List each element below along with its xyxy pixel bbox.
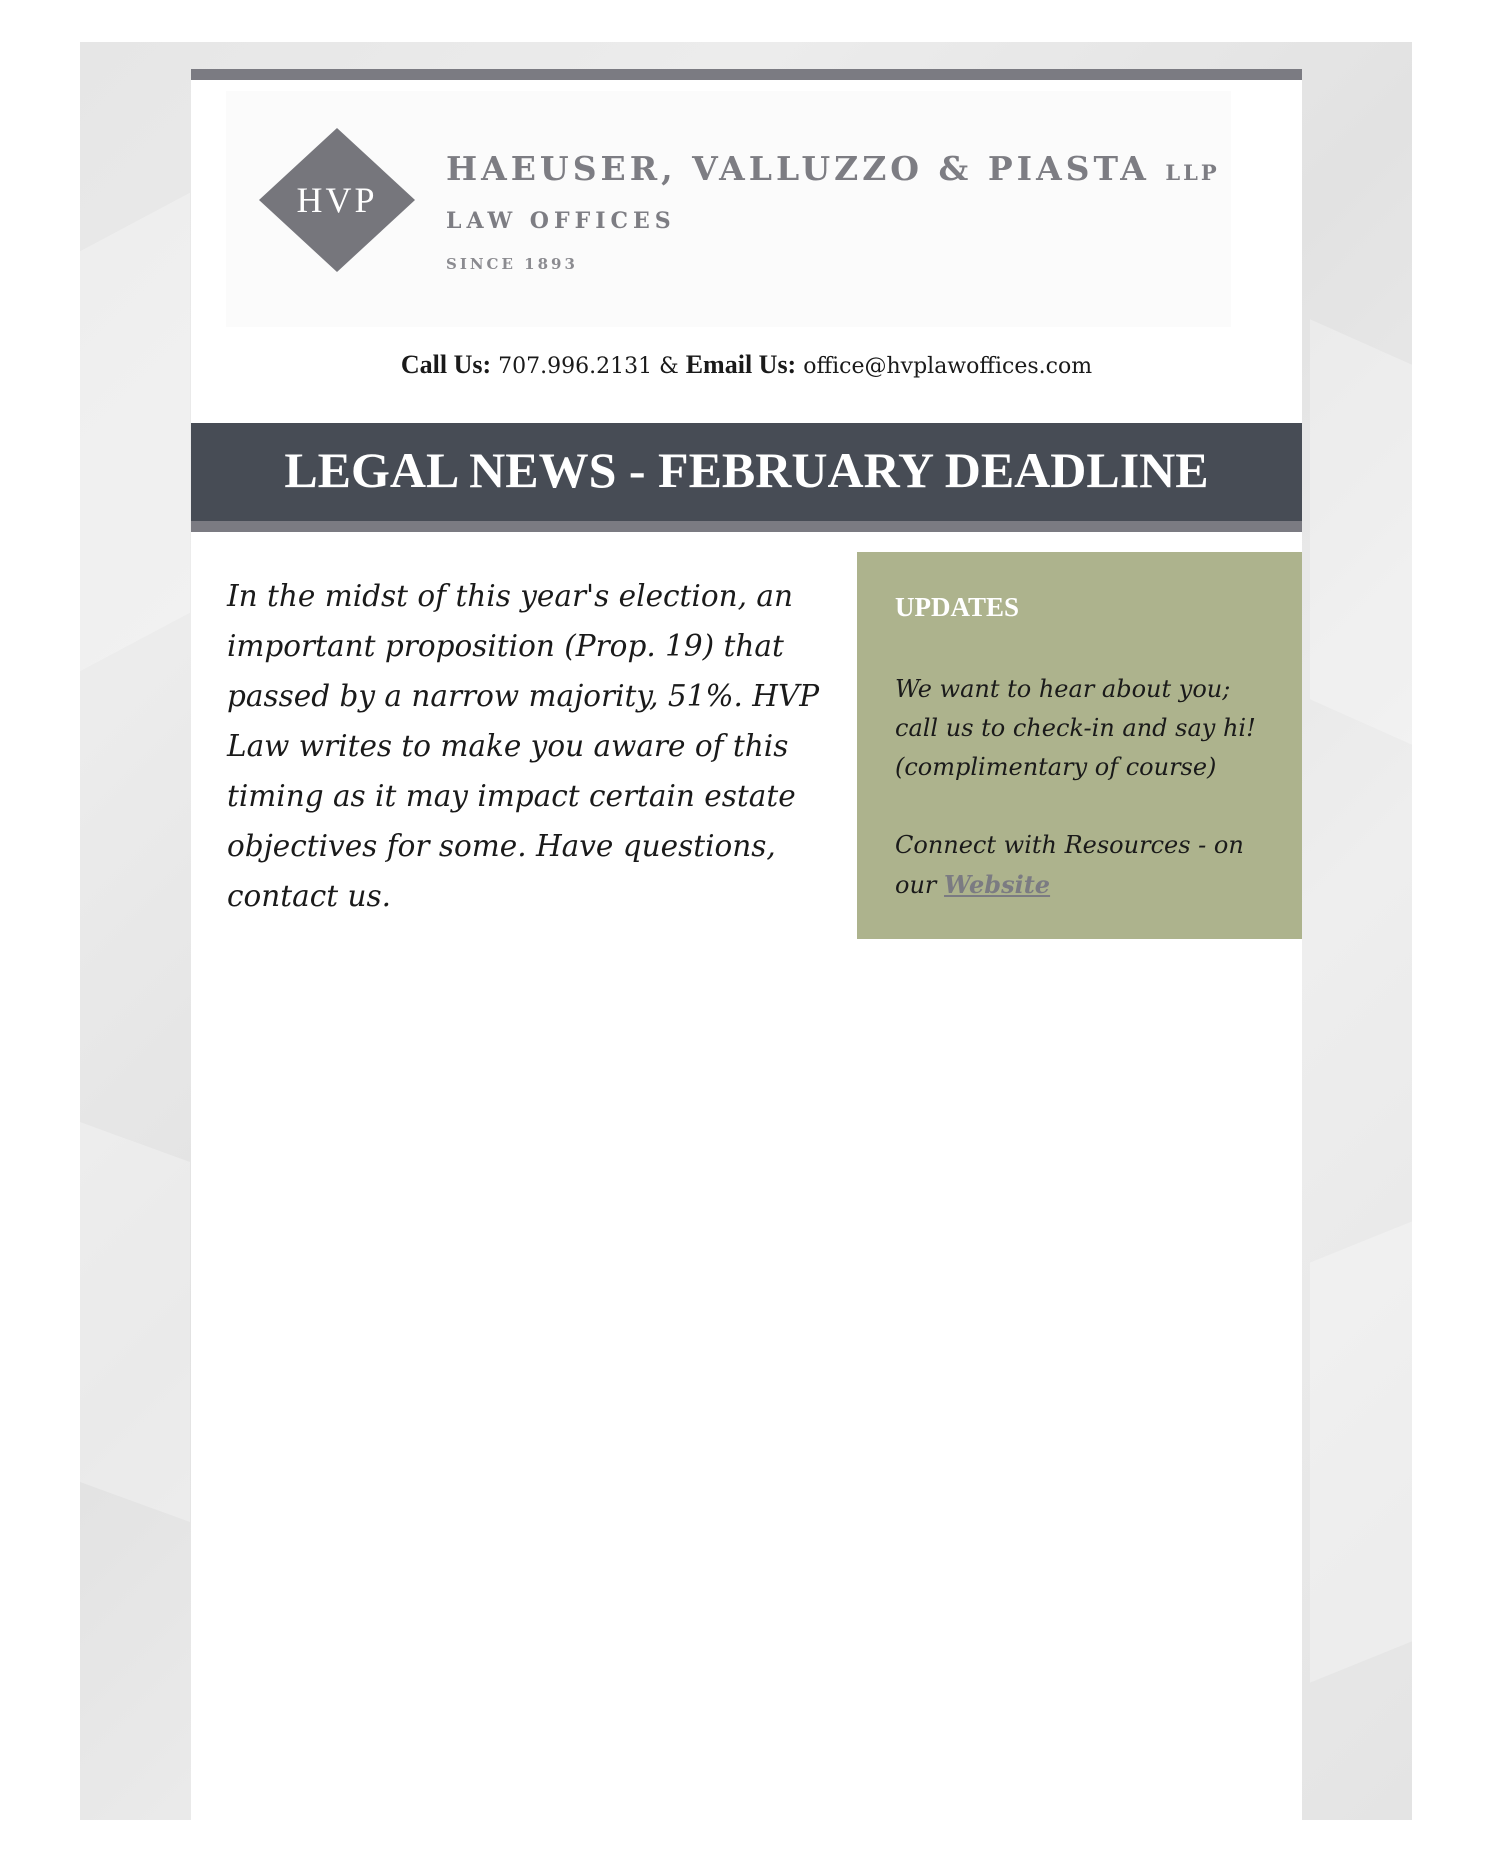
page-title: LEGAL NEWS - FEBRUARY DEADLINE <box>284 442 1209 498</box>
contact-line <box>191 350 1302 380</box>
firm-name-text: HAEUSER, VALLUZZO & PIASTA <box>446 149 1150 188</box>
diamond-logo-icon <box>259 128 415 272</box>
newsletter-card <box>191 69 1302 1820</box>
logo-monogram: HVP <box>296 180 378 220</box>
resources-text: Connect with Resources - on our <box>895 831 1244 899</box>
updates-sidebar <box>857 552 1302 939</box>
article-body: In the midst of this year's election, an important proposition (Prop. 19) that passed by a narrow majority, 51%. HVP Law writes to make you aware of this timing as it may impact certain estate objectives for some. Have questions, contact us. <box>227 579 820 913</box>
updates-paragraph: We want to hear about you; call us to check-in and say hi! (complimentary of course) <box>895 675 1256 781</box>
resources-paragraph <box>895 826 1275 905</box>
firm-name <box>446 149 1220 188</box>
diamond-logo-graphic <box>259 128 415 272</box>
background-facet <box>80 193 190 671</box>
headline-band <box>191 423 1302 532</box>
firm-since: SINCE 1893 <box>446 255 578 273</box>
background-facet <box>80 1122 190 1522</box>
firm-suffix: LLP <box>1165 160 1220 185</box>
firm-subtitle: LAW OFFICES <box>446 208 676 234</box>
top-accent-bar <box>191 69 1302 80</box>
contact-separator: & <box>659 354 679 379</box>
email-label: Email Us: <box>685 350 797 379</box>
background-facet <box>1310 319 1412 744</box>
website-link[interactable]: Website <box>944 870 1051 899</box>
call-label: Call Us: <box>400 350 492 379</box>
email-address[interactable]: office@hvplawoffices.com <box>803 354 1093 379</box>
firm-logo <box>226 91 1231 327</box>
updates-title: UPDATES <box>895 592 1020 622</box>
phone-number[interactable]: 707.996.2131 <box>498 354 653 379</box>
background-facet <box>1310 1221 1412 1682</box>
